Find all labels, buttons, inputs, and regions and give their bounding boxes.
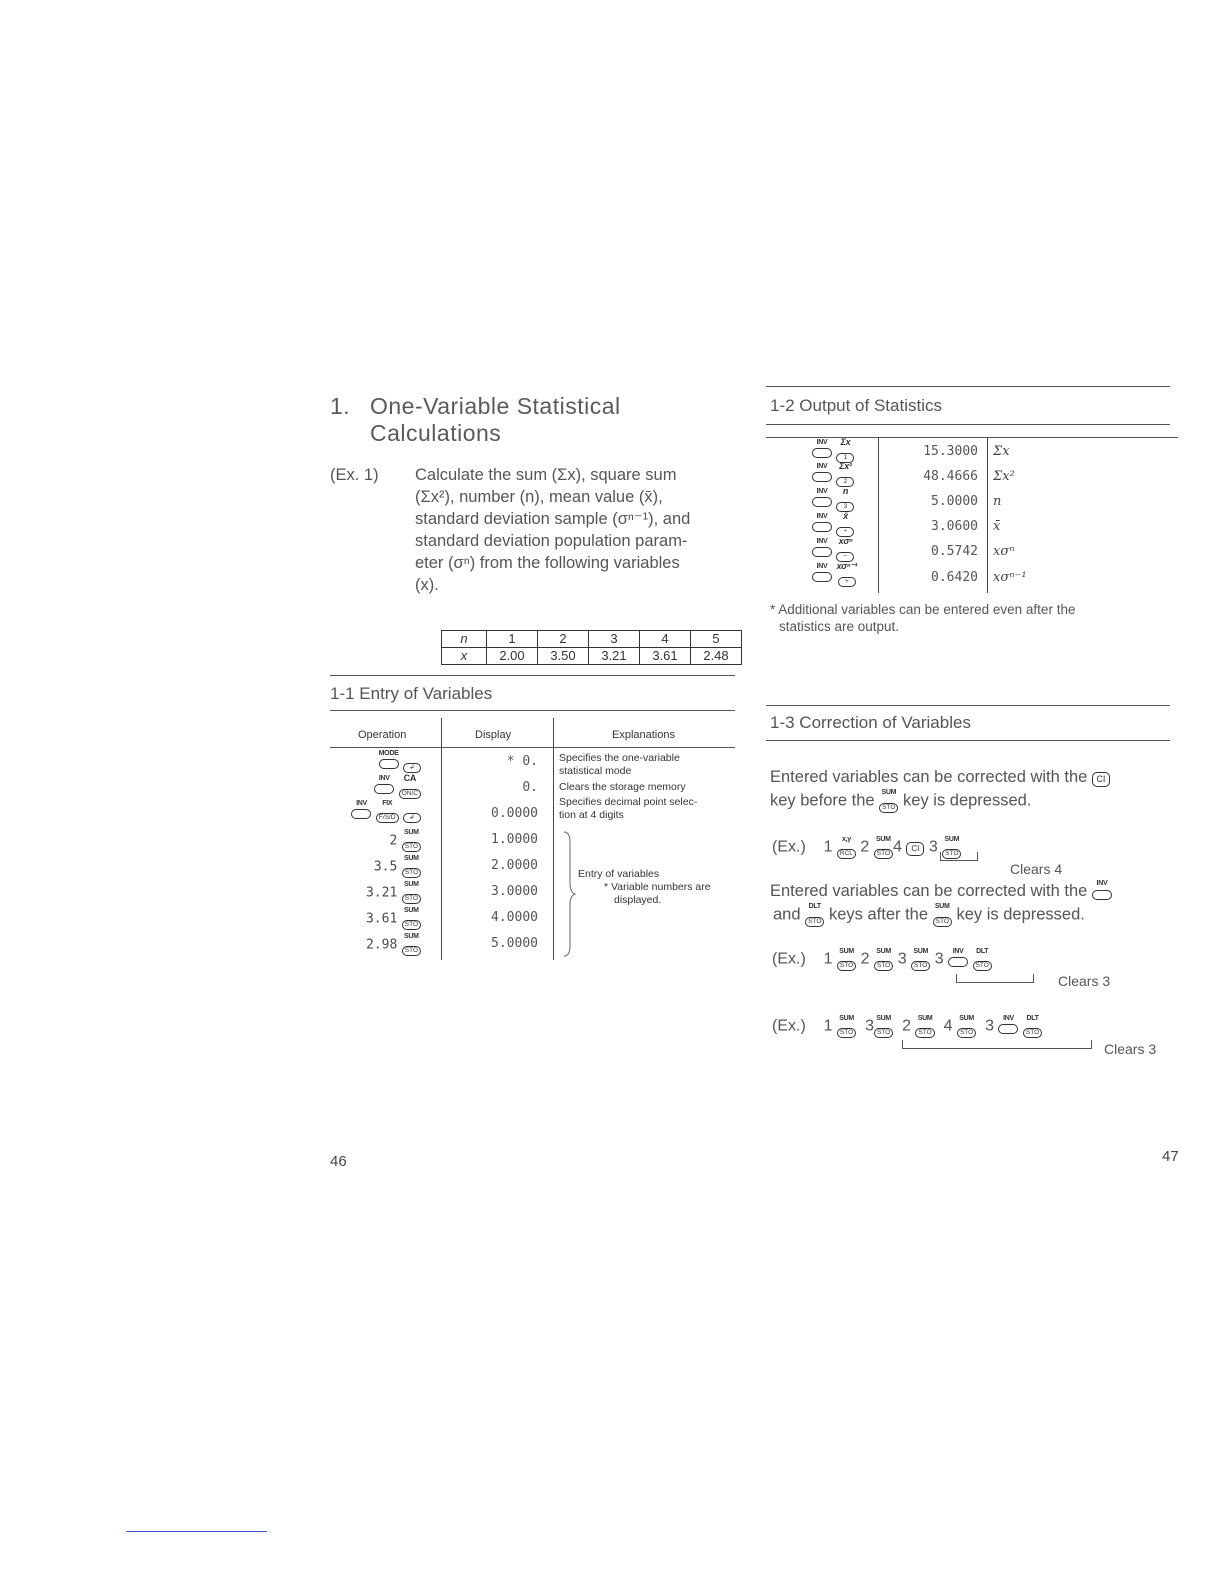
sum-sto-key-icon: SUM STO — [942, 836, 961, 859]
ex1-text — [415, 464, 735, 596]
output-value: 5.0000 — [931, 494, 978, 509]
clears-label: Clears 3 — [1104, 1041, 1157, 1057]
mode-key: MODE — [379, 750, 399, 773]
display-value: 3.0000 — [491, 884, 538, 899]
output-symbol: xσⁿ⁻¹ — [993, 570, 1027, 585]
output-key: INV xσⁿ − — [812, 537, 854, 562]
ex1-line: (Σx²), number (n), mean value (x̄), — [415, 488, 663, 506]
sum-sto-key: SUM STO — [402, 855, 421, 878]
output-key: INV xσⁿ⁻¹ + — [812, 562, 857, 587]
ex1-line: (x). — [415, 576, 439, 594]
output-key: INV Σx 1 — [812, 438, 854, 463]
column-divider — [553, 718, 554, 960]
subsection-1-3-title: 1-3 Correction of Variables — [770, 713, 971, 732]
display-value: 0.0000 — [491, 806, 538, 821]
sum-sto-key-icon: SUM STO — [911, 948, 930, 971]
sum-sto-key: SUM STO — [402, 881, 421, 904]
display-value: 5.0000 — [491, 936, 538, 951]
output-value: 15.3000 — [923, 444, 978, 459]
sum-sto-key-icon: SUM STO — [957, 1015, 976, 1038]
operation-cell — [321, 750, 421, 773]
divider — [766, 424, 1170, 425]
inv-key: INV — [374, 775, 394, 798]
output-key: INV n 3 — [812, 487, 854, 512]
dlt-key-icon: DLT STO — [973, 948, 992, 971]
paragraph-1: Entered variables can be corrected with the CI — [770, 766, 1110, 789]
example-c: (Ex.) 1 SUM STO 3 SUM STO 2 SUM STO 4 SUM STO 3 INV DLT STO — [772, 1015, 1042, 1038]
entry-note-line1: Entry of variables — [578, 868, 660, 880]
table-cell: 4 — [640, 631, 691, 648]
table-cell: 3.61 — [640, 648, 691, 665]
ci-key-icon: CI — [906, 839, 924, 856]
entry-note-line2: * Variable numbers are — [604, 881, 711, 893]
page-number-left: 46 — [330, 1153, 347, 1170]
operation-cell: 2 SUM STO — [321, 829, 421, 852]
table-cell: 1 — [487, 631, 538, 648]
sum-sto-key-icon: SUM STO — [874, 948, 893, 971]
correction-bracket — [902, 1040, 1092, 1049]
dlt-key-icon: DLT STO — [1023, 1015, 1042, 1038]
divider — [766, 740, 1170, 741]
enter-key: ↲ — [403, 800, 421, 823]
ex1-label: (Ex. 1) — [330, 466, 379, 484]
sum-sto-key: SUM STO — [402, 907, 421, 930]
divider — [330, 747, 735, 748]
output-symbol: x̄ — [993, 519, 1001, 534]
ci-key-icon: CI — [1092, 769, 1110, 787]
sum-sto-key-icon: SUM STO — [874, 836, 893, 859]
inv-key-icon: INV — [998, 1015, 1018, 1038]
inv-key: INV — [351, 800, 371, 823]
variables-table — [441, 630, 742, 665]
col-header-explanations: Explanations — [612, 729, 675, 741]
ex1-line: standard deviation sample (σⁿ⁻¹), and — [415, 510, 691, 528]
display-value: 4.0000 — [491, 910, 538, 925]
subsection-1-1-title: 1-1 Entry of Variables — [330, 684, 493, 703]
col-header-operation: Operation — [358, 729, 407, 741]
section-number: 1. — [330, 393, 351, 419]
table-cell: x — [442, 648, 487, 665]
display-value: 2.0000 — [491, 858, 538, 873]
divider — [766, 386, 1170, 387]
paragraph-1-line2: key before the SUM STO key is depressed. — [770, 789, 1032, 811]
output-value: 0.5742 — [931, 544, 978, 559]
table-cell: 3.50 — [538, 648, 589, 665]
divider — [330, 675, 735, 676]
table-cell: 5 — [691, 631, 742, 648]
explanation: Specifies the one-variable statistical mode — [559, 752, 680, 777]
table-cell: 2 — [538, 631, 589, 648]
output-symbol: Σx — [993, 444, 1010, 459]
enter-key: ↲ — [403, 750, 421, 773]
sum-sto-key-icon: SUM STO — [915, 1015, 934, 1038]
column-divider — [987, 437, 988, 593]
operation-cell — [321, 774, 421, 799]
sum-sto-key-icon: SUM STO — [874, 1015, 893, 1038]
output-note-line1: * Additional variables can be entered even after the — [770, 602, 1076, 617]
on-c-key: CA ON/C — [399, 774, 421, 799]
output-value: 48.4666 — [923, 469, 978, 484]
output-symbol: Σx² — [993, 469, 1015, 484]
ex1-line: standard deviation population param- — [415, 532, 688, 550]
ex1-line: Calculate the sum (Σx), square sum — [415, 466, 677, 484]
column-divider — [441, 718, 442, 960]
paragraph-2: Entered variables can be corrected with the INV — [770, 880, 1112, 904]
operation-cell: 3.61 SUM STO — [321, 907, 421, 930]
paragraph-2-line2: and DLT STO keys after the SUM STO key is depressed. — [773, 903, 1085, 925]
table-cell: 2.48 — [691, 648, 742, 665]
example-b: (Ex.) 1 SUM STO 2 SUM STO 3 SUM STO 3 INV DLT STO — [772, 948, 992, 971]
display-value: 1.0000 — [491, 832, 538, 847]
operation-cell: 3.21 SUM STO — [321, 881, 421, 904]
section-title-line2: Calculations — [370, 420, 502, 446]
output-note-line2: statistics are output. — [779, 619, 900, 634]
output-key: INV x̄ ÷ — [812, 512, 854, 537]
divider — [126, 1531, 267, 1532]
table-cell: 3.21 — [589, 648, 640, 665]
table-row — [442, 631, 742, 648]
column-divider — [878, 437, 879, 593]
table-cell: n — [442, 631, 487, 648]
subsection-1-2-title: 1-2 Output of Statistics — [770, 396, 942, 415]
sum-sto-key: SUM STO — [402, 829, 421, 852]
output-symbol: n — [993, 494, 1002, 509]
output-value: 3.0600 — [931, 519, 978, 534]
table-cell: 2.00 — [487, 648, 538, 665]
explanation: Clears the storage memory — [559, 781, 686, 793]
dlt-key-icon: DLT STO — [805, 903, 824, 927]
entry-note-line3: displayed. — [614, 894, 662, 906]
display-value: * 0. — [506, 754, 538, 769]
sum-sto-key-icon: SUM STO — [837, 948, 856, 971]
inv-key-icon: INV — [948, 948, 968, 971]
clears-label: Clears 3 — [1058, 973, 1111, 989]
xy-rcl-key-icon: x,y RCL — [837, 836, 856, 859]
divider — [330, 710, 735, 711]
correction-bracket — [956, 974, 1034, 983]
table-cell: 3 — [589, 631, 640, 648]
sum-sto-key: SUM STO — [402, 933, 421, 956]
output-symbol: xσⁿ — [993, 544, 1015, 559]
brace — [562, 830, 576, 958]
inv-key-icon: INV — [1092, 880, 1112, 904]
output-value: 0.6420 — [931, 570, 978, 585]
sum-sto-key-icon: SUM STO — [837, 1015, 856, 1038]
operation-cell — [321, 800, 421, 823]
correction-bracket — [940, 852, 978, 861]
table-row — [442, 648, 742, 665]
operation-cell: 2.98 SUM STO — [321, 933, 421, 956]
ex1-line: eter (σⁿ) from the following variables — [415, 554, 680, 572]
section-title-line1: One-Variable Statistical — [370, 393, 621, 419]
col-header-display: Display — [475, 729, 512, 741]
output-key: INV Σx² 2 — [812, 462, 854, 487]
divider — [766, 705, 1170, 706]
example-a: (Ex.) 1 x,y RCL 2 SUM STO 4 CI 3 SUM STO — [772, 836, 961, 859]
clears-label: Clears 4 — [1010, 861, 1063, 877]
page-number-right: 47 — [1162, 1148, 1179, 1165]
display-value: 0. — [522, 780, 538, 795]
sum-sto-key-icon: SUM STO — [933, 903, 952, 927]
operation-cell: 3.5 SUM STO — [321, 855, 421, 878]
sum-sto-key-icon: SUM STO — [879, 789, 898, 813]
fsd-key: FIX F/S/D — [376, 800, 399, 823]
explanation: Specifies decimal point selec- tion at 4 digits — [559, 796, 698, 821]
